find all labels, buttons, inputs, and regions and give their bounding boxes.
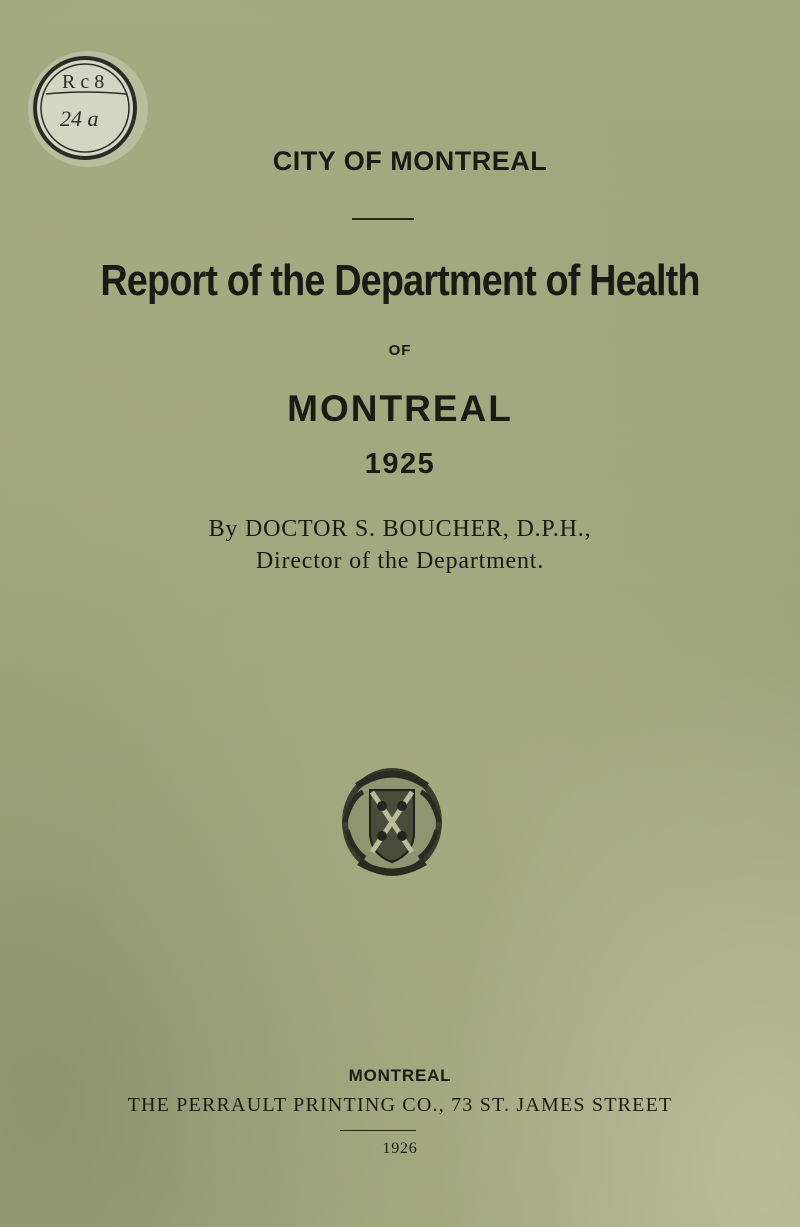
divider-rule — [352, 218, 414, 220]
publisher-name: THE PERRAULT PRINTING CO., 73 ST. JAMES STREET — [127, 1094, 673, 1116]
publish-year: 1926 — [382, 1140, 418, 1157]
svg-text:R c 8: R c 8 — [62, 71, 105, 93]
city-seal-icon — [337, 758, 447, 880]
publisher-city: MONTREAL — [348, 1066, 452, 1085]
report-year: 1925 — [364, 448, 436, 480]
director-line: Director of the Department. — [255, 548, 545, 574]
svg-text:24 a: 24 a — [60, 106, 99, 131]
of-label: OF — [388, 342, 412, 359]
bottom-divider-rule — [340, 1130, 416, 1131]
city-name: MONTREAL — [287, 388, 513, 429]
header-city: CITY OF MONTREAL — [272, 146, 548, 176]
report-title: Report of the Department of Health — [100, 256, 700, 305]
author-line: By DOCTOR S. BOUCHER, D.P.H., — [208, 516, 592, 542]
